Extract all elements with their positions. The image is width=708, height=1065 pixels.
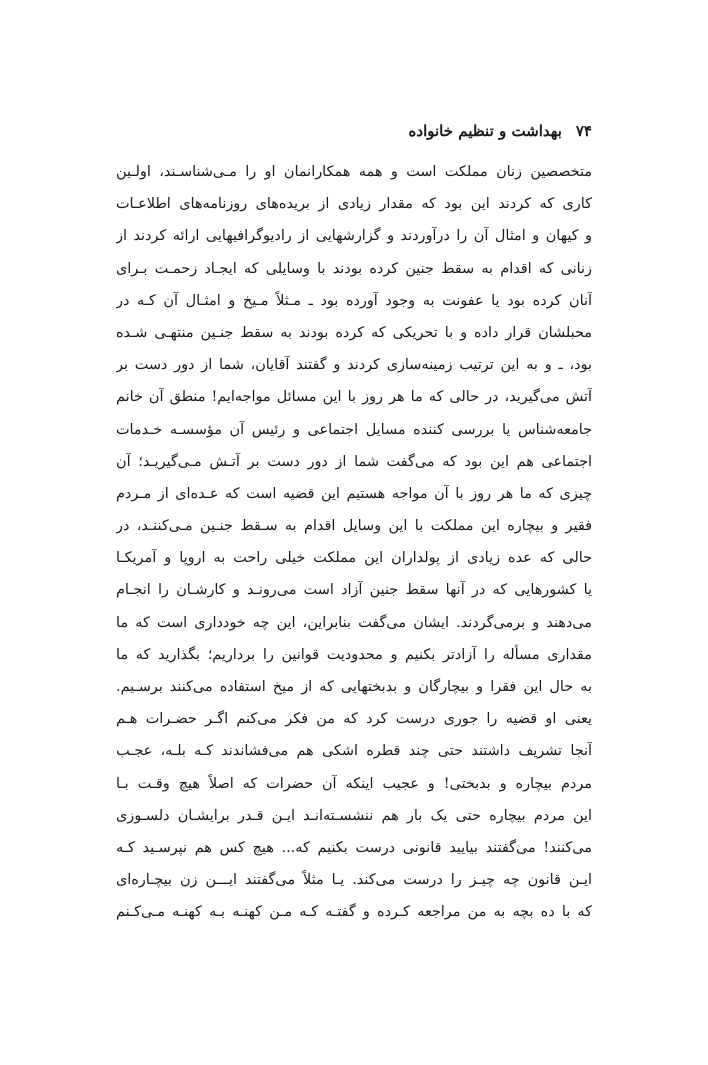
text-line: مقداری مسأله را آزادتر بکنیم و محدودیت قوانین را برداریم؛ بگذارید که ما bbox=[116, 646, 592, 663]
text-line: متخصصین زنان مملکت است و همه همکارانمان او را مـی‌شناسـند، اولـین bbox=[116, 164, 592, 180]
text-line: چیزی که ما هر روز با آن مواجه هستیم این قضیه است که عـده‌ای از مـردم bbox=[116, 485, 592, 502]
text-line: ایـن قانون چه چیـز را درست می‌کند. یـا مثلاً می‌گفتند ایـــن زن بیچـاره‌ای bbox=[116, 872, 592, 889]
text-line: یا کشورهایی که در آنها سقط جنین آزاد است می‌رونـد و کارشـان را انجـام bbox=[116, 582, 592, 599]
text-line: می‌دهند و برمی‌گردند. ایشان می‌گفت بنابراین، این چه خودداری است که ما bbox=[116, 614, 592, 631]
text-line: آنجا تشریف داشتند حتی چند قطره اشکی هم می‌فشاندند کـه بلـه، عجـب bbox=[116, 743, 592, 760]
text-line: کاری که کردند این بود که مقدار زیادی از بریده‌های روزنامه‌های اطلاعـات bbox=[116, 196, 592, 213]
text-line: که با ده بچه به من مراجعه کـرده و گفتـه کـه مـن کهنـه بـه کهنـه مـی‌کـنم bbox=[116, 904, 592, 921]
book-title: بهداشت و تنظیم خانواده bbox=[408, 122, 562, 140]
text-line: زنانی که اقدام به سقط جنین کرده بودند با وسایلی که ایجـاد زحمـت بـرای bbox=[116, 260, 592, 277]
text-line: فقیر و بیچاره این مملکت با این وسایل اقدام به سـقط جنـین مـی‌کننـد، در bbox=[116, 518, 592, 535]
text-line: یعنی او قضیه را جوری درست کرد که من فکر می‌کنم اگـر حضـرات هـم bbox=[116, 711, 592, 728]
text-line: جامعه‌شناس یا بررسی کننده مسایل اجتماعی و رئیس آن مؤسسـه خـدمات bbox=[116, 421, 592, 438]
text-line: و کیهان و امثال آن را درآوردند و گزارشهایی از رادیوگرافیهایی ارائه کردند از bbox=[116, 228, 592, 245]
running-head bbox=[116, 118, 592, 144]
text-line: بود، ـ و به این ترتیب زمینه‌سازی کردند و گفتند آقایان، شما از دور دست بر bbox=[116, 357, 592, 374]
text-line: آنان کرده بود یا عفونت به وجود آورده بود ـ مـثلاً مـیخ و امثـال آن کـه در bbox=[116, 292, 592, 309]
text-line: محبلشان قرار داده و با تحریکی که کرده بودند به سقط جنـین منتهـی شـده bbox=[116, 324, 592, 341]
text-line: می‌کنند! می‌گفتند بیایید قانونی درست بکنیم که... هیچ کس هم نپرسـید کـه bbox=[116, 839, 592, 856]
text-line: حالی که عده زیادی از پولداران این مملکت خیلی راحت به اروپا و آمریکـا bbox=[116, 550, 592, 567]
text-line: به حال این فقرا و بیچارگان و بدبختهایی که از میخ استفاده می‌کنند برسـیم. bbox=[116, 679, 592, 695]
text-line: مردم بیچاره و بدبختی! و عجیب اینکه آن حضرات که اصلاً هیچ وقـت بـا bbox=[116, 775, 592, 792]
text-line: آتش می‌گیرید، در حالی که ما هر روز با این مسائل مواجه‌ایم! منطق آن خانم bbox=[116, 389, 592, 406]
text-line: این مردم بیچاره حتی یک بار هم ننشسـته‌انـد ایـن قـدر برایشـان دلسـوزی bbox=[116, 807, 592, 824]
page-number: ۷۴ bbox=[575, 122, 592, 140]
text-line: اجتماعی هم این بود که می‌گفت شما از دور دست بر آتـش مـی‌گیریـد؛ آن bbox=[116, 453, 592, 470]
body-text bbox=[116, 156, 592, 929]
